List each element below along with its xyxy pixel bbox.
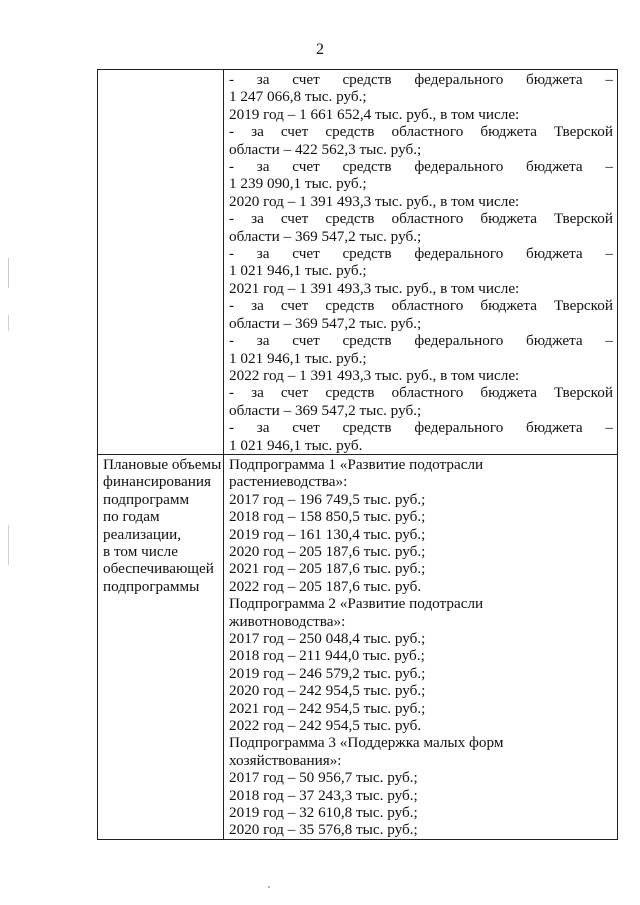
- content-line: 2017 год – 50 956,7 тыс. руб.;: [229, 769, 418, 787]
- content-line: 2019 год – 1 661 652,4 тыс. руб., в том числе:: [229, 105, 520, 123]
- content-line: 2022 год – 242 954,5 тыс. руб.: [229, 717, 422, 735]
- content-line: 2020 год – 1 391 493,3 тыс. руб., в том числе:: [229, 192, 520, 210]
- content-line: хозяйствования»:: [229, 751, 342, 769]
- content-line: области – 369 547,2 тыс. руб.;: [229, 227, 422, 245]
- page-number: 2: [316, 41, 324, 58]
- content-line: 2020 год – 242 954,5 тыс. руб.;: [229, 682, 426, 700]
- content-line: 1 021 946,1 тыс. руб.;: [229, 262, 367, 280]
- scan-artifact: [8, 525, 9, 565]
- content-line: области – 369 547,2 тыс. руб.;: [229, 401, 422, 419]
- label-cell: [98, 70, 224, 455]
- content-line: 2018 год – 37 243,3 тыс. руб.;: [229, 786, 418, 804]
- content-line: 2019 год – 246 579,2 тыс. руб.;: [229, 664, 426, 682]
- content-line: животноводства»:: [229, 612, 346, 630]
- content-line: - за счет средств областного бюджета Тверской: [229, 384, 613, 402]
- content-line: области – 369 547,2 тыс. руб.;: [229, 314, 422, 332]
- content-line: 2021 год – 1 391 493,3 тыс. руб., в том числе:: [229, 279, 520, 297]
- content-line: области – 422 562,3 тыс. руб.;: [229, 140, 422, 158]
- table-row: [98, 454, 618, 839]
- content-line: растениеводства»:: [229, 473, 348, 491]
- content-line: 2019 год – 32 610,8 тыс. руб.;: [229, 804, 418, 822]
- content-cell: [224, 70, 618, 455]
- program-passport-table: [97, 69, 618, 840]
- content-line: 2017 год – 250 048,4 тыс. руб.;: [229, 630, 426, 647]
- content-line: 2022 год – 205 187,6 тыс. руб.: [229, 577, 422, 595]
- content-line: - за счет средств областного бюджета Тверской: [229, 297, 613, 315]
- label-line: обеспечивающей: [103, 560, 214, 578]
- content-line: 2017 год – 196 749,5 тыс. руб.;: [229, 490, 426, 508]
- content-line: 2021 год – 205 187,6 тыс. руб.;: [229, 560, 426, 578]
- scan-artifact: [268, 886, 270, 888]
- content-line: 2019 год – 161 130,4 тыс. руб.;: [229, 525, 426, 543]
- scan-artifact: [8, 258, 9, 288]
- content-line: 2021 год – 242 954,5 тыс. руб.;: [229, 699, 426, 717]
- content-line: 1 239 090,1 тыс. руб.;: [229, 175, 367, 193]
- label-line: реализации,: [103, 525, 182, 543]
- label-line: в том числе: [103, 542, 178, 560]
- content-line: 2022 год – 1 391 493,3 тыс. руб., в том числе:: [229, 366, 520, 384]
- content-line: - за счет средств федерального бюджета –: [229, 332, 613, 350]
- content-line: Подпрограмма 1 «Развитие подотрасли: [229, 455, 484, 473]
- content-line: - за счет средств федерального бюджета –: [229, 419, 613, 437]
- content-line: Подпрограмма 3 «Поддержка малых форм: [229, 734, 504, 752]
- content-line: 2020 год – 205 187,6 тыс. руб.;: [229, 542, 426, 560]
- content-line: Подпрограмма 2 «Развитие подотрасли: [229, 595, 484, 613]
- label-line: по годам: [103, 508, 160, 526]
- content-line: - за счет средств федерального бюджета –: [229, 158, 613, 176]
- content-line: 1 021 946,1 тыс. руб.;: [229, 349, 367, 367]
- content-line: 2020 год – 35 576,8 тыс. руб.;: [229, 821, 418, 839]
- content-line: - за счет средств федерального бюджета –: [229, 71, 613, 88]
- content-line: 1 247 066,8 тыс. руб.;: [229, 88, 367, 106]
- content-line: - за счет средств областного бюджета Тверской: [229, 123, 613, 141]
- content-line: 2018 год – 211 944,0 тыс. руб.;: [229, 647, 425, 665]
- table-row: [98, 70, 618, 455]
- label-line: финансирования: [103, 473, 211, 491]
- scan-artifact: [8, 315, 9, 331]
- content-line: - за счет средств областного бюджета Тверской: [229, 210, 613, 228]
- content-line: 2018 год – 158 850,5 тыс. руб.;: [229, 508, 426, 526]
- label-line: подпрограмм: [103, 490, 190, 508]
- label-cell: [98, 454, 224, 839]
- content-line: 1 021 946,1 тыс. руб.: [229, 436, 363, 454]
- content-cell: [224, 454, 618, 839]
- label-line: Плановые объемы: [103, 455, 222, 473]
- content-line: - за счет средств федерального бюджета –: [229, 245, 613, 263]
- label-line: подпрограммы: [103, 577, 200, 595]
